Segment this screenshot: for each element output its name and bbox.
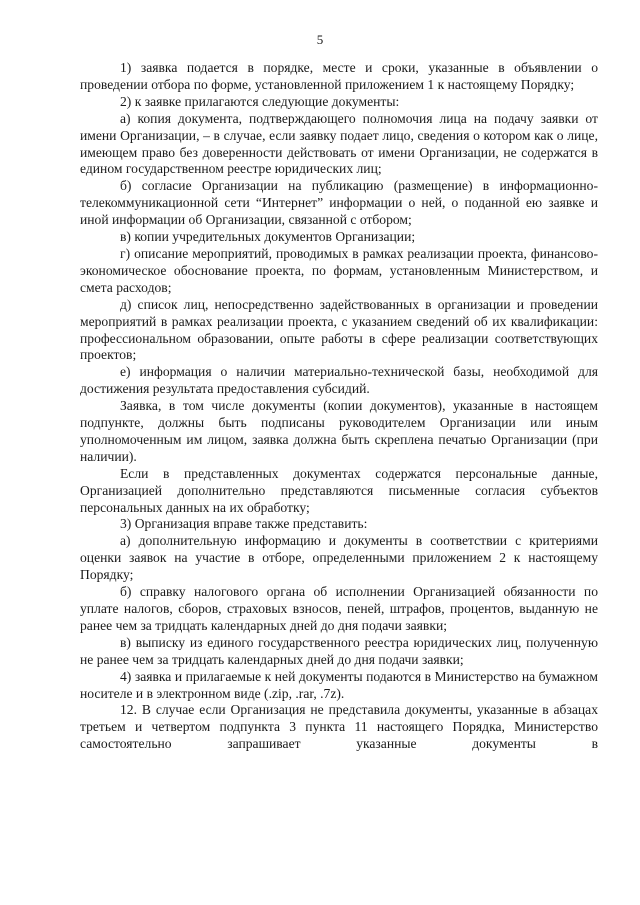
- paragraph-optional-b-tax-certificate: б) справку налогового органа об исполнении Организацией обязанности по уплате налогов, сборов, страховых взносов, пеней, штрафов, процентов, выданную не ранее чем за тридцать календарных дней до дня подачи заявки;: [80, 584, 598, 633]
- paragraph-item-d-staff-list: д) список лиц, непосредственно задействованных в организации и проведении мероприятий в рамках реализации проекта, с указанием сведений об их квалификации: профессиональном образовании, опыте работы в сфере реализации соответствующих проектов;: [80, 296, 598, 363]
- paragraph-optional-v-registry-extract: в) выписку из единого государственного реестра юридических лиц, полученную не ранее чем за тридцать календарных дней до дня подачи заявки;: [80, 634, 598, 667]
- paragraph-item-e-material-base: е) информация о наличии материально-технической базы, необходимой для достижения результата предоставления субсидий.: [80, 364, 598, 397]
- paragraph-submission-format: 4) заявка и прилагаемые к ней документы подаются в Министерство на бумажном носителе и в электронном виде (.zip, .rar, .7z).: [80, 668, 598, 701]
- paragraph-optional-documents-intro: 3) Организация вправе также представить:: [120, 516, 368, 532]
- paragraph-optional-a-additional-info: а) дополнительную информацию и документы в соответствии с критериями оценки заявок на участие в отборе, определенными приложением 2 к настоящему Порядку;: [80, 533, 598, 583]
- paragraph-item-b-publication-consent: б) согласие Организации на публикацию (размещение) в информационно-телекоммуникационной сети “Интернет” информации о ней, о поданной ею заявке и иной информации об Организации, связанной с отбором;: [80, 178, 598, 228]
- paragraph-item-g-project-description: г) описание мероприятий, проводимых в рамках реализации проекта, финансово-экономическое обоснование проекта, по формам, установленным Министерством, и смета расходов;: [80, 245, 598, 295]
- page-number: 5: [316, 32, 324, 47]
- paragraph-item-v-charter-copies: в) копии учредительных документов Организации;: [120, 229, 416, 245]
- document-body: [80, 60, 598, 753]
- paragraph-application-order: 1) заявка подается в порядке, месте и сроки, указанные в объявлении о проведении отбора по форме, установленной приложением 1 к настоящему Порядку;: [80, 60, 598, 92]
- paragraph-section-12: 12. В случае если Организация не представила документы, указанные в абзацах третьем и четвертом подпункта 3 пункта 11 настоящего Порядка, Министерство самостоятельно запрашивает указанные документы в: [80, 702, 598, 752]
- paragraph-personal-data-consent: Если в представленных документах содержатся персональные данные, Организацией дополнительно представляются письменные согласия субъектов персональных данных на их обработку;: [80, 465, 598, 515]
- paragraph-attached-documents-intro: 2) к заявке прилагаются следующие документы:: [120, 93, 400, 109]
- paragraph-item-a-authority-copy: а) копия документа, подтверждающего полномочия лица на подачу заявки от имени Организации, – в случае, если заявку подает лицо, сведения о котором как о лице, имеющем право без доверенности действовать от имени Организации, не содержатся в едином государственном реестре юридических лиц;: [80, 110, 598, 177]
- paragraph-signature-requirements: Заявка, в том числе документы (копии документов), указанные в настоящем подпункте, должны быть подписаны руководителем Организации или иным уполномоченным им лицом, заявка должна быть скреплена печатью Организации (при наличии).: [80, 398, 598, 464]
